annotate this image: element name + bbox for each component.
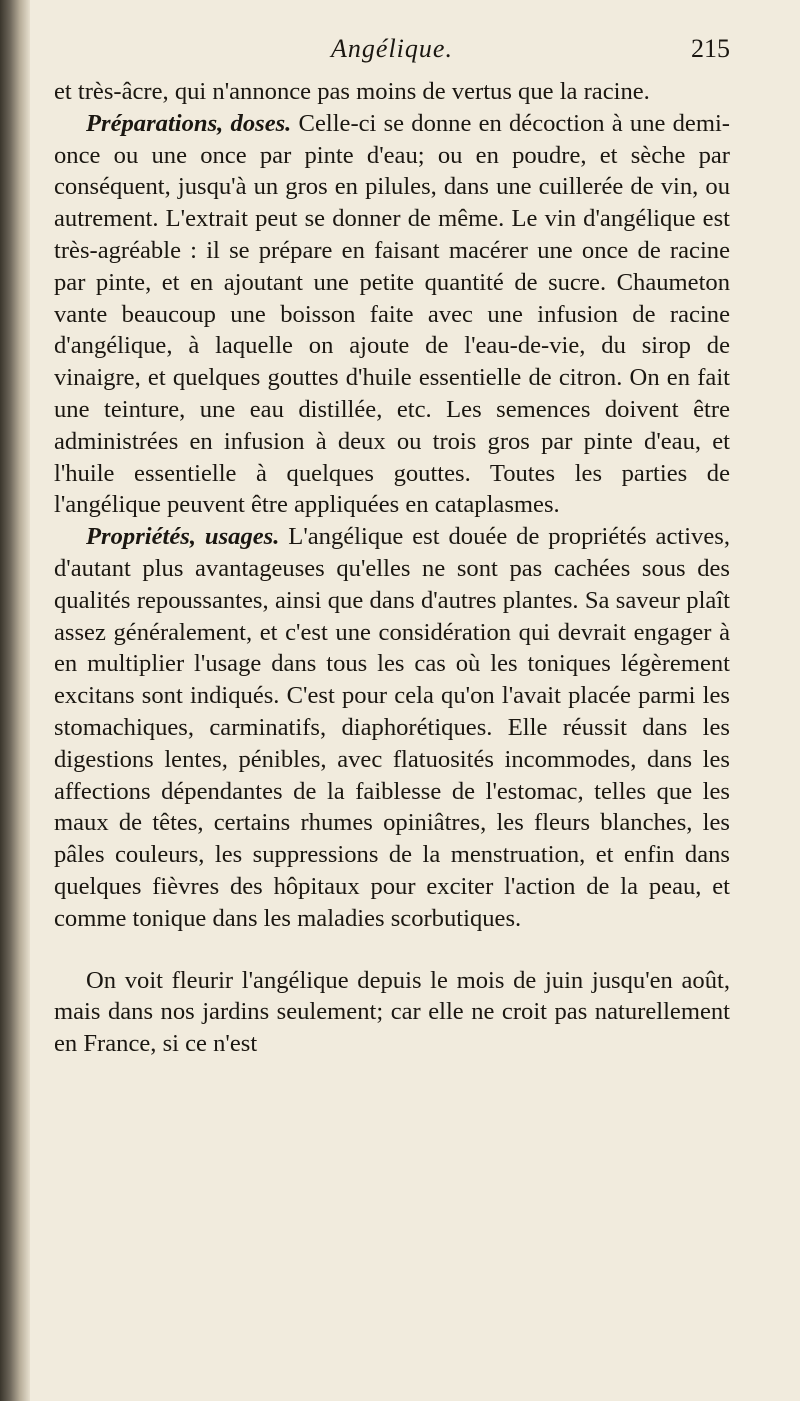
book-binding-edge <box>0 0 30 1401</box>
paragraph-text: Celle-ci se donne en décoction à une demi-once ou une once par pinte d'eau; ou en poudre, et sèche par conséquent, jusqu'à un gros en pilules, dans une cuillerée de vin, ou autrement. L'extrait peut se donner de même. Le vin d'angélique est très-agréable : il se prépare en faisant macérer une once de racine par pinte, et en ajoutant une petite quantité de sucre. Chaumeton vante beaucoup une boisson faite avec une infusion de racine d'angélique, à laquelle on ajoute de l'eau-de-vie, du sirop de vinaigre, et quelques gouttes d'huile essentielle de citron. On en fait une teinture, une eau distillée, etc. Les semences doivent être administrées en infusion à deux ou trois gros par pinte d'eau, et l'huile essentielle à quelques gouttes. Toutes les parties de l'angélique peuvent être appliquées en cataplasmes. <box>54 109 730 519</box>
page-number: 215 <box>691 34 730 63</box>
paragraph-preparations <box>54 108 730 521</box>
paragraph-text: On voit fleurir l'angélique depuis le mois de juin jusqu'en août, mais dans nos jardins seulement; car elle ne croit pas naturellement en France, si ce n'est <box>54 966 730 1058</box>
paragraph-text: L'angélique est douée de propriétés actives, d'autant plus avantageuses qu'elles ne sont pas cachées sous des qualités repoussantes, ainsi que dans d'autres plantes. Sa saveur plaît assez généralement, et c'est une considération qui devrait engager à en multiplier l'usage dans tous les cas où les toniques légèrement excitans sont indiqués. C'est pour cela qu'on l'avait placée parmi les stomachiques, carminatifs, diaphorétiques. Elle réussit dans les digestions lentes, pénibles, avec flatuosités incommodes, dans les affections dépendantes de la faiblesse de l'estomac, telles que les maux de têtes, certains rhumes opiniâtres, les fleurs blanches, les pâles couleurs, les suppressions de la menstruation, et enfin dans quelques fièvres des hôpitaux pour exciter l'action de la peau, et comme tonique dans les maladies scorbutiques. <box>54 523 730 932</box>
paragraph-floraison <box>54 965 730 1060</box>
book-page <box>54 30 730 1060</box>
paragraph-proprietes <box>54 521 730 934</box>
section-lead-proprietes: Propriétés, usages. <box>86 523 280 551</box>
page-header <box>54 30 730 76</box>
section-lead-preparations: Préparations, doses. <box>86 109 292 137</box>
running-head: Angélique. <box>331 34 453 63</box>
body-text <box>54 76 730 1060</box>
paragraph-text: et très-âcre, qui n'annonce pas moins de vertus que la racine. <box>54 78 650 105</box>
paragraph-continuation <box>54 76 730 108</box>
